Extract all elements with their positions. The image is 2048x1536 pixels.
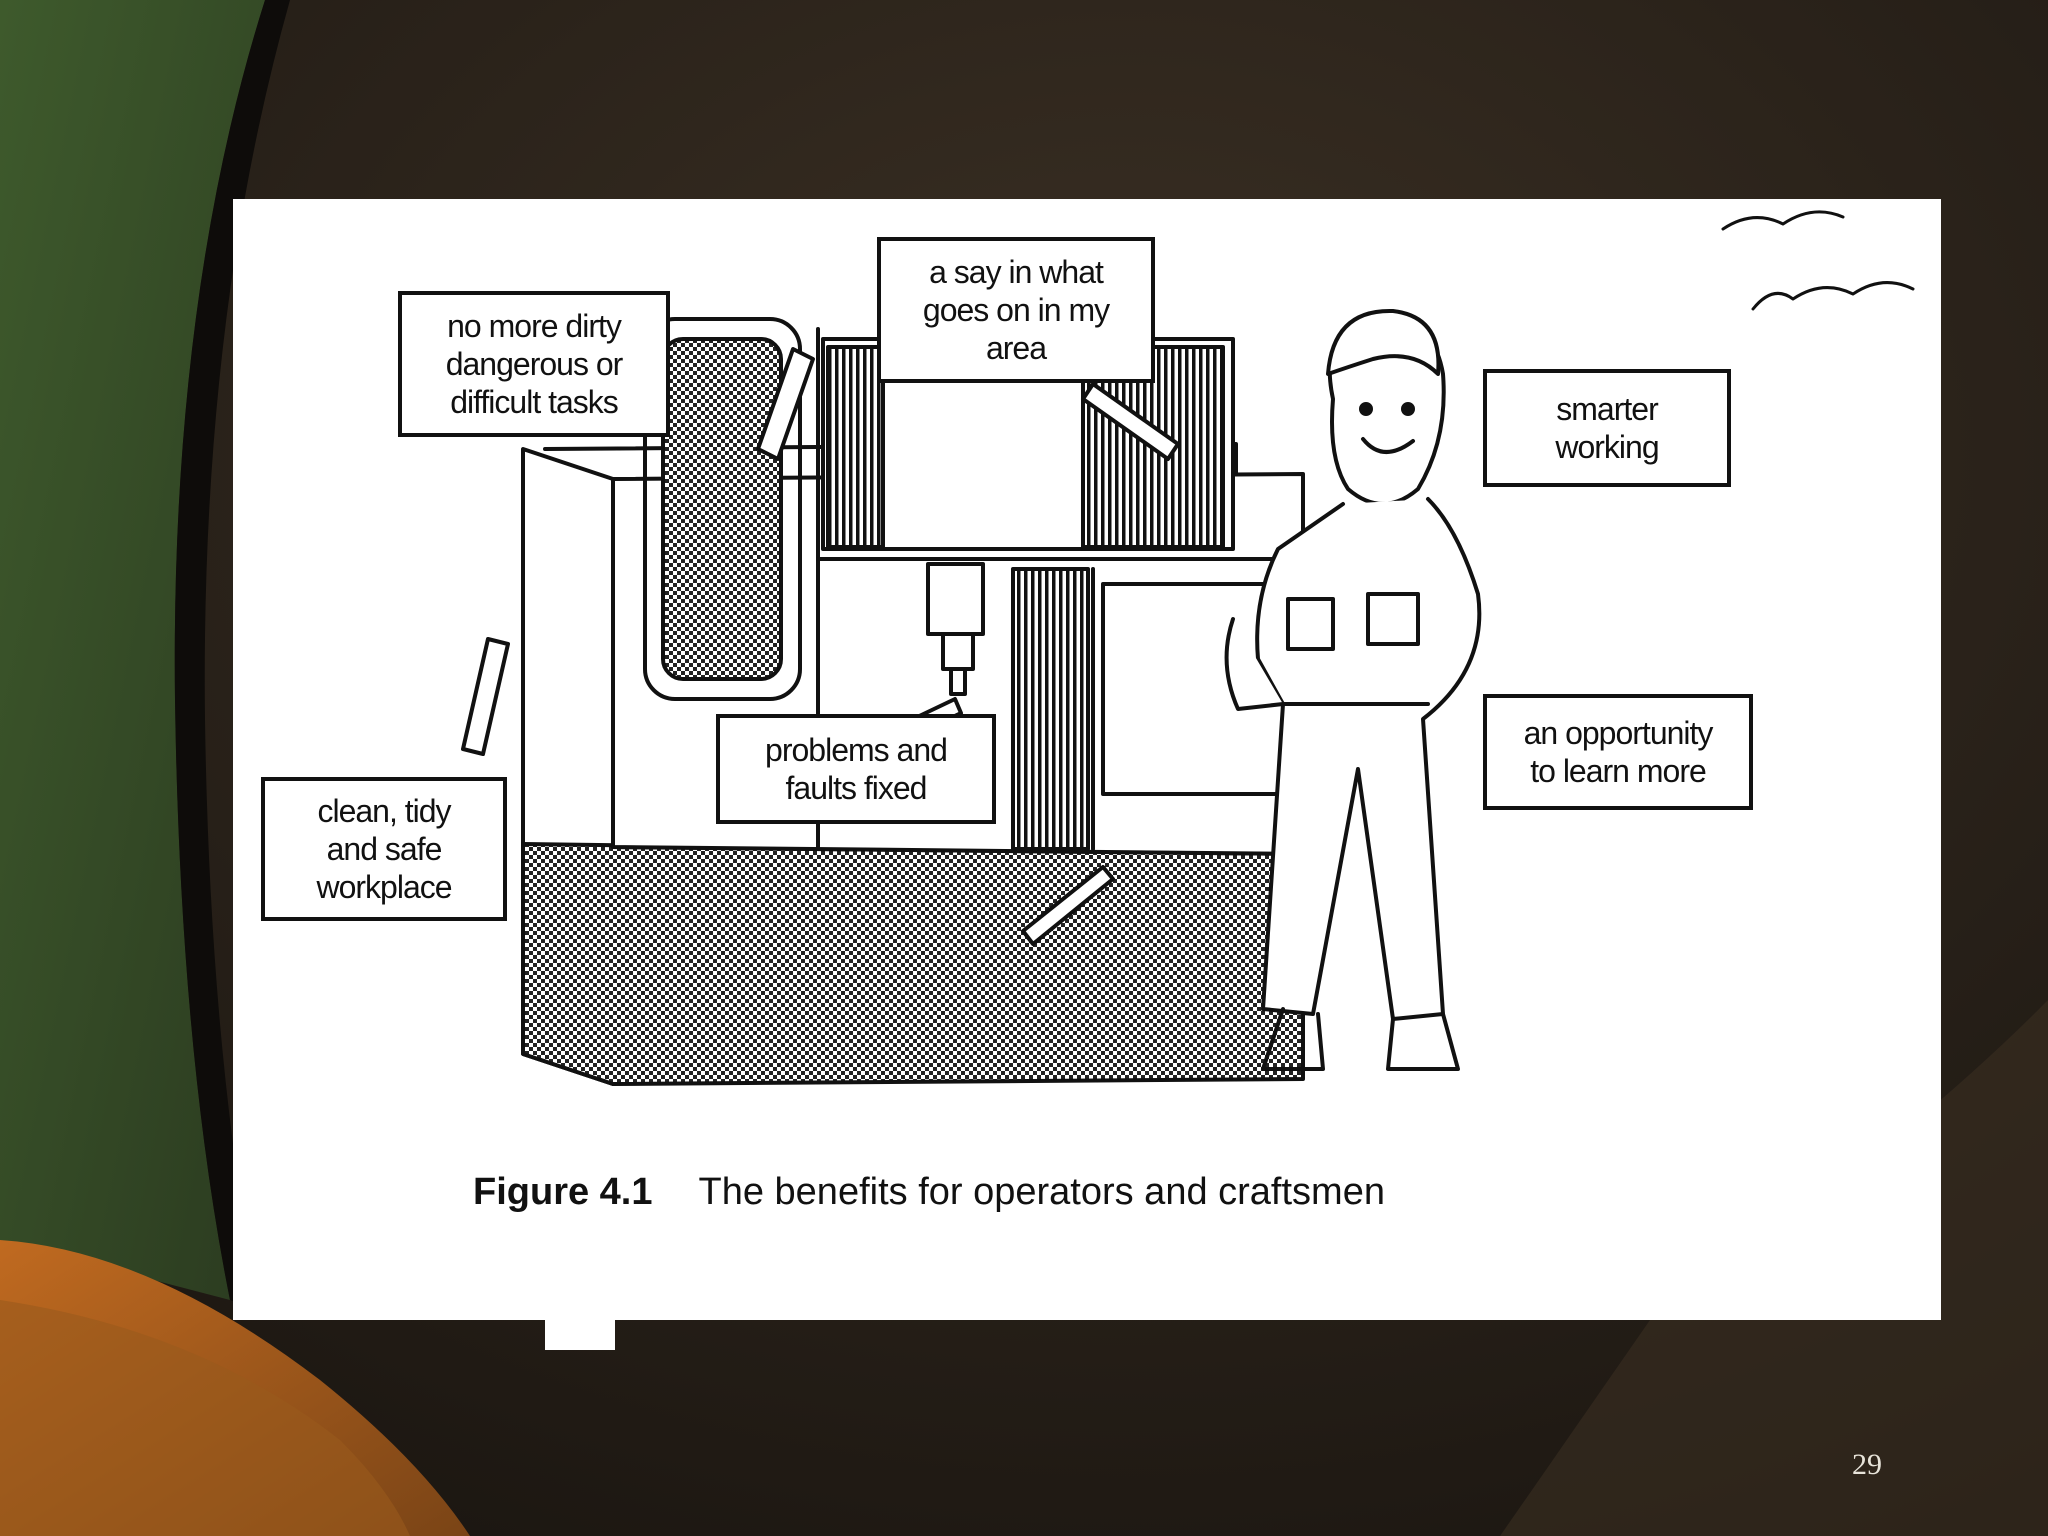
tag-3	[463, 639, 508, 754]
caption-text: The benefits for operators and craftsmen	[698, 1171, 1385, 1213]
white-tab	[545, 1320, 615, 1350]
door-window-left	[663, 339, 781, 679]
label-problems: problems and faults fixed	[716, 714, 996, 824]
figure-caption	[473, 1171, 1385, 1214]
label-smarter: smarter working	[1483, 369, 1731, 487]
page-number: 29	[1852, 1448, 1882, 1481]
label-dirty-tasks: no more dirty dangerous or difficult tasks	[398, 291, 670, 437]
stripe-panel-lower	[1013, 569, 1088, 849]
label-opportunity: an opportunity to learn more	[1483, 694, 1753, 810]
label-say: a say in what goes on in my area	[877, 237, 1155, 383]
figure-panel	[233, 199, 1941, 1320]
stripe-panel-left	[828, 347, 883, 547]
label-clean: clean, tidy and safe workplace	[261, 777, 507, 921]
caption-number: Figure 4.1	[473, 1171, 653, 1213]
cabinet-base	[523, 844, 1303, 1084]
